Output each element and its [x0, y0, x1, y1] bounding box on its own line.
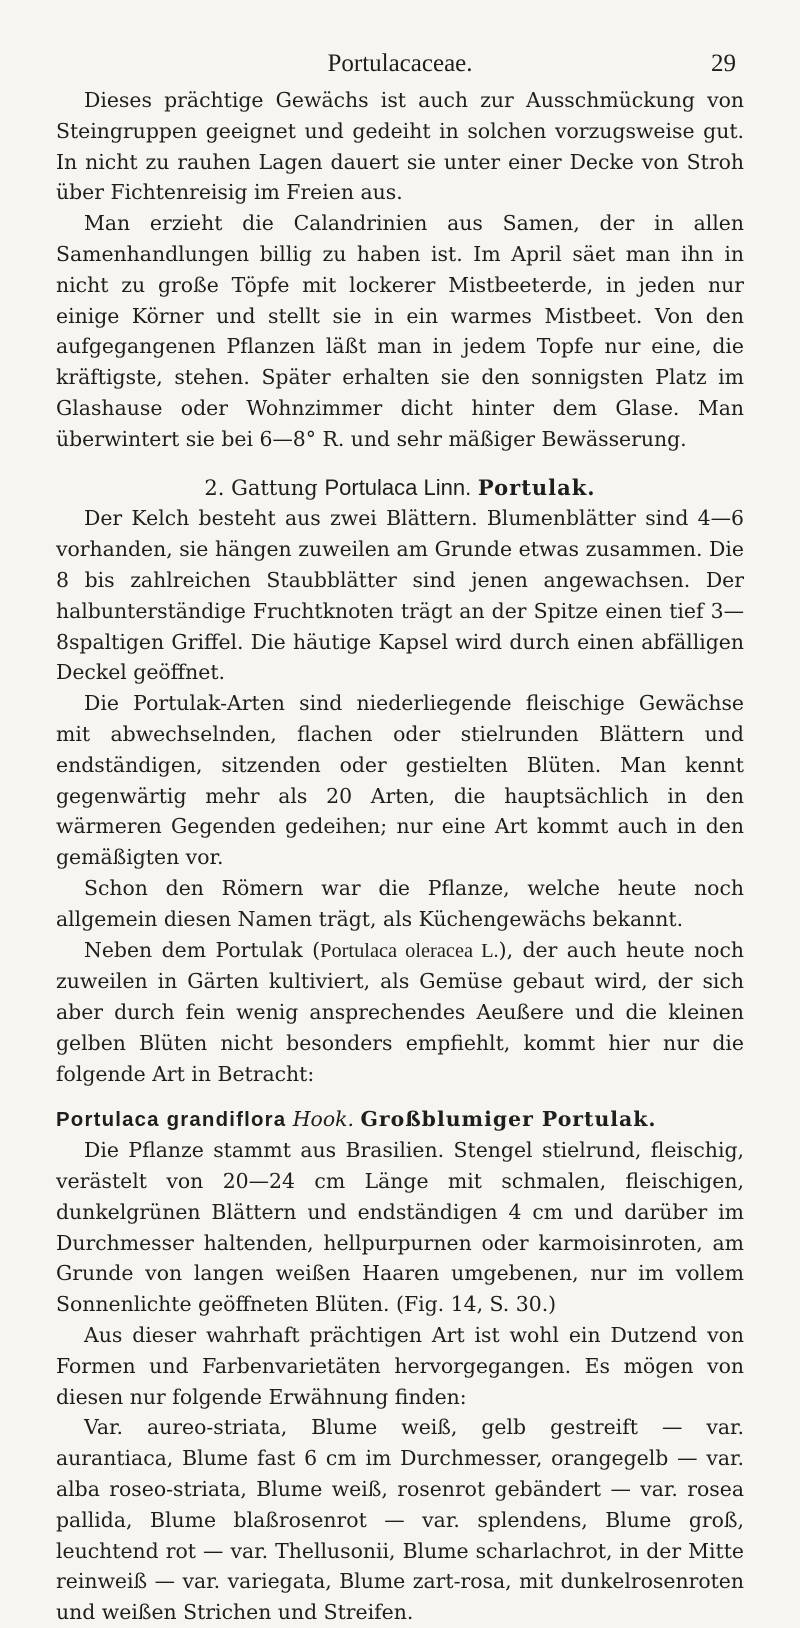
- page-number: 29: [711, 50, 736, 77]
- paragraph-varieties-list: Var. aureo-striata, Blume weiß, gelb gestreift — var. aurantiaca, Blume fast 6 cm im Durchmesser, orangegelb — var. alba roseo-striata, Blume weiß, rosenrot gebändert — var. rosea pallida, Blume blaßrosenrot — var. splendens, Blume groß, leuchtend rot — var. Thellusonii, Blume scharlachrot, in der Mitte reinweiß — var. variegata, Blume zart-rosa, mit dunkelrosenroten und weißen Strichen und Streifen.: [56, 1415, 744, 1625]
- genus-heading: [56, 473, 744, 504]
- genus-german-name: Portulak.: [477, 474, 596, 500]
- paragraph-genus-species: Die Portulak-Arten sind niederliegende fleischige Gewächse mit abwechselnden, flachen oder stielrunden Blättern und endständigen, sitzenden oder gestielten Blüten. Man kennt gegenwärtig mehr als 20 Arten, die hauptsächlich in den wärmeren Gegenden gedeihen; nur eine Art kommt auch in den gemäßigten vor.: [56, 691, 744, 870]
- paragraph-calandrinia-culture: Man erzieht die Calandrinien aus Samen, der in allen Samenhandlungen billig zu haben ist. Im April säet man ihn in nicht zu große Töpfe mit lockerer Mistbeeterde, in jeden nur einige Körner und stellt sie in ein warmes Mistbeet. Von den aufgegangenen Pflanzen läßt man in jedem Topfe nur eine, die kräftigste, stehen. Später erhalten sie den sonnigsten Platz im Glashause oder Wohnzimmer dicht hinter dem Glase. Man überwintert sie bei 6—8° R. und sehr mäßiger Bewässerung.: [56, 211, 744, 451]
- page-body: [56, 85, 744, 1628]
- species-author: Hook.: [292, 1106, 354, 1131]
- paragraph-species-description: Die Pflanze stammt aus Brasilien. Stengel stielrund, fleischig, verästelt von 20—24 cm Länge mit schmalen, fleischigen, dunkelgrünen Blättern und endständigen 4 cm und darüber im Durchmesser haltenden, hellpurpurnen oder karmoisinroten, am Grunde von langen weißen Haaren umgebenen, nur im vollem Sonnenlichte geöffneten Blüten. (Fig. 14, S. 30.): [56, 1138, 744, 1317]
- genus-number: 2. Gattung: [204, 475, 318, 500]
- species-heading: [56, 1104, 744, 1136]
- species-latin-name: Portulaca grandiflora: [56, 1108, 287, 1131]
- species-german-name: Großblumiger Portulak.: [360, 1106, 657, 1131]
- paragraph-calandrinia-use: Dieses prächtige Gewächs ist auch zur Ausschmückung von Steingruppen geeignet und gedeiht in solchen vorzugsweise gut. In nicht zu rauhen Lagen dauert sie unter einer Decke von Stroh über Fichtenreisig im Freien aus.: [56, 88, 744, 205]
- oleracea-text-b: ), der auch heute noch zuweilen in Gärten kultiviert, als Gemüse gebaut wird, der sich aber durch fein wenig ansprechendes Aeußere und die kleinen gelben Blüten nicht besonders empfiehlt, kommt hier nur die folgende Art in Betracht:: [56, 937, 745, 1086]
- paragraph-oleracea: [56, 935, 744, 1090]
- book-page: [0, 36, 800, 1625]
- running-head: [56, 36, 744, 82]
- paragraph-genus-description: Der Kelch besteht aus zwei Blättern. Blumenblätter sind 4—6 vorhanden, sie hängen zuweilen am Grunde etwas zusammen. Die 8 bis zahlreichen Staubblätter sind jenen angewachsen. Der halbunterständige Fruchtknoten trägt an der Spitze einen tief 3—8spaltigen Griffel. Die häutige Kapsel wird durch einen abfälligen Deckel geöffnet.: [56, 506, 744, 685]
- oleracea-text-a: Neben dem Portulak (: [84, 937, 321, 962]
- oleracea-latin-name: Portulaca oleracea L.: [320, 939, 499, 962]
- paragraph-romans: Schon den Römern war die Pflanze, welche heute noch allgemein diesen Namen trägt, als Küchengewächs bekannt.: [56, 875, 744, 931]
- paragraph-varieties-intro: Aus dieser wahrhaft prächtigen Art ist wohl ein Dutzend von Formen und Farbenvarietäten hervorgegangen. Es mögen von diesen nur folgende Erwähnung finden:: [56, 1323, 744, 1409]
- genus-latin-name: Portulaca Linn.: [324, 474, 472, 500]
- running-title: Portulacaceae.: [327, 50, 473, 77]
